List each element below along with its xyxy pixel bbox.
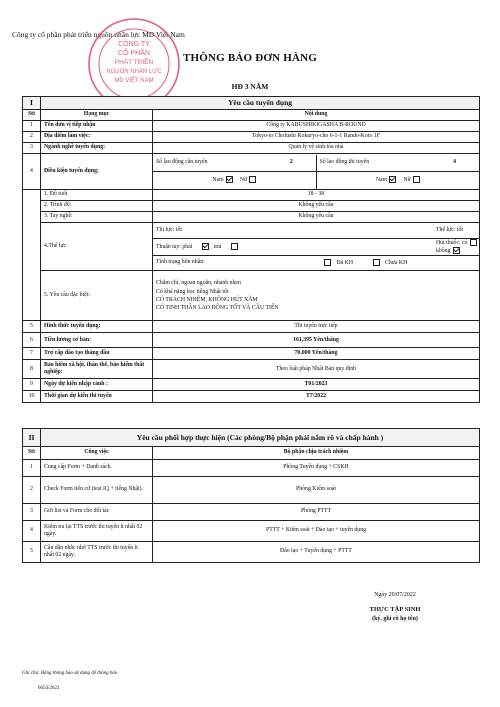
row-stt: 2 bbox=[23, 132, 41, 143]
skill-value: Không yêu cầu bbox=[153, 212, 480, 223]
row-value: Thi tuyển trực tiếp bbox=[153, 321, 480, 333]
needed-value: 2 bbox=[289, 159, 293, 166]
requirement-line: Có khả năng học tiếng Nhật tốt bbox=[156, 288, 229, 295]
hand-right-label: phải bbox=[182, 243, 193, 250]
married-checkbox[interactable] bbox=[324, 259, 331, 266]
row-label: Ngành nghề tuyển dụng: bbox=[41, 143, 153, 154]
section-title: Yêu cầu phối hợp thực hiện (Các phòng/Bộ phận phải nắm rõ và chấp hành ) bbox=[41, 429, 480, 447]
task-stt: 2 bbox=[23, 477, 41, 504]
smoke-no-label: không bbox=[436, 247, 451, 254]
physical-label: 4.Thể lực bbox=[41, 223, 153, 271]
row-label: Ngày dự kiến nhập cảnh : bbox=[41, 379, 153, 391]
single-checkbox[interactable] bbox=[373, 259, 380, 266]
task-stt: 1 bbox=[23, 460, 41, 477]
exam-value: 4 bbox=[453, 159, 457, 166]
company-name: Công ty cổ phần phát triển nguồn nhân lực MD Việt Nam bbox=[12, 30, 185, 39]
hand-left-label: trái bbox=[213, 243, 222, 250]
vision-value: tốt bbox=[175, 226, 183, 233]
female-checkbox[interactable] bbox=[249, 176, 256, 183]
section-number: I bbox=[23, 97, 41, 110]
document-title: THÔNG BÁO ĐƠN HÀNG bbox=[182, 52, 318, 64]
task-stt: 4 bbox=[23, 521, 41, 542]
row-value: Công ty KABUSHIKIGASHA B-ROUND bbox=[153, 121, 480, 132]
marital-label: Tình trạng hôn nhân: bbox=[156, 259, 205, 266]
row-stt: 6 bbox=[23, 333, 41, 348]
education-value: Không yêu cầu bbox=[153, 201, 480, 212]
row-value: 70.000 Yên/tháng bbox=[153, 348, 480, 360]
header-task: Công việc bbox=[41, 447, 153, 460]
needed-label: Số lao động cần tuyển bbox=[156, 159, 208, 166]
hand-right-checkbox[interactable] bbox=[202, 243, 209, 250]
female-checkbox[interactable] bbox=[413, 176, 420, 183]
body-value: tốt bbox=[456, 226, 463, 233]
smoke-yes-checkbox[interactable] bbox=[470, 239, 477, 246]
male-checkbox[interactable] bbox=[389, 176, 396, 183]
table-row bbox=[23, 460, 480, 477]
task-description: Gửi list và Form cho đối tác bbox=[41, 504, 153, 521]
signature-title: THỰC TẬP SINH bbox=[369, 606, 421, 613]
vision-label: Thị lực: bbox=[156, 226, 175, 233]
row-stt: 1 bbox=[23, 121, 41, 132]
row-label: Thời gian dự kiến thi tuyển bbox=[41, 391, 153, 403]
age-label: 1. Độ tuổi bbox=[41, 190, 153, 201]
footer-note: Ghi chú: Bảng thông báo sử dụng để thông báo bbox=[22, 671, 118, 676]
row-label: Điều kiện tuyển dụng: bbox=[41, 154, 153, 190]
task-department: Phòng PTTT bbox=[153, 504, 480, 521]
row-stt: 7 bbox=[23, 348, 41, 360]
hand-left-checkbox[interactable] bbox=[231, 243, 238, 250]
row-stt: 8 bbox=[23, 360, 41, 379]
task-description: Cung cấp Form + Danh sách. bbox=[41, 460, 153, 477]
table-row bbox=[23, 477, 480, 504]
section-number: II bbox=[23, 429, 41, 447]
document-code: 6654/2022 bbox=[38, 686, 60, 691]
task-department: Đào tạo + Tuyển dụng + PTTT bbox=[153, 542, 480, 563]
header-stt: Stt bbox=[23, 447, 41, 460]
signature-date: Ngày 20/07/2022 bbox=[374, 592, 416, 598]
recruitment-table bbox=[22, 96, 480, 403]
row-stt: 5 bbox=[23, 321, 41, 333]
svg-text:PHÁT TRIỂN: PHÁT TRIỂN bbox=[114, 59, 154, 66]
table-row bbox=[23, 504, 480, 521]
row-value: 161,395 Yên/tháng bbox=[153, 333, 480, 348]
row-label: Bảo hiểm xã hội, thân thể, bảo hiểm thất nghiệp: bbox=[41, 360, 153, 379]
gender-female-label: Nữ bbox=[403, 177, 411, 184]
exam-label: Số lao động thi tuyển bbox=[316, 155, 430, 172]
svg-text:CỔ PHẦN: CỔ PHẦN bbox=[118, 50, 150, 57]
education-label: 2. Trình độ: bbox=[41, 201, 153, 212]
task-description: Cần dặn nhắc nhở TTS trước thi tuyển ít nhất 02 ngày. bbox=[41, 542, 153, 563]
body-label: Thể lực: bbox=[436, 226, 456, 233]
svg-text:NGUỒN NHÂN LỰC: NGUỒN NHÂN LỰC bbox=[106, 69, 162, 75]
quota-grid bbox=[153, 155, 479, 189]
age-value: 18 - 38 bbox=[153, 190, 480, 201]
smoke-yes-label: có bbox=[462, 239, 468, 246]
row-label: Tên đơn vị tiếp nhận bbox=[41, 121, 153, 132]
male-checkbox[interactable] bbox=[226, 176, 233, 183]
row-value: T01/2023 bbox=[153, 379, 480, 391]
gender-male-label: Nam bbox=[212, 177, 224, 184]
row-label: Trợ cấp đào tạo tháng đầu bbox=[41, 348, 153, 360]
requirement-line: Chăm chỉ, ngoan ngoãn, nhanh nhẹn bbox=[156, 280, 241, 287]
gender-male-label: Nam bbox=[375, 177, 388, 184]
skill-label: 3. Tay nghề: bbox=[41, 212, 153, 223]
physical-grid bbox=[153, 223, 479, 270]
table-row bbox=[23, 542, 480, 563]
row-stt: 4 bbox=[23, 154, 41, 190]
special-requirements-label: 5. Yêu cầu đặc biệt: bbox=[41, 271, 153, 321]
row-value: Tokyo-to Chofushi Kokuryo-cho 6-1-1 Rando-Koto 1F bbox=[153, 132, 480, 143]
task-stt: 3 bbox=[23, 504, 41, 521]
requirement-line: CÓ TRÁCH NHIỆM, KHÔNG HÚT XĂM bbox=[156, 296, 258, 303]
row-label: Tiền lương cơ bản: bbox=[41, 333, 153, 348]
single-label: Chưa KH bbox=[384, 259, 408, 266]
contract-term: HĐ 3 NĂM bbox=[231, 82, 269, 91]
requirement-line: CÓ TINH THẦN LAO ĐỘNG TỐT VÀ CẦU TIẾN bbox=[156, 304, 279, 311]
section-title: Yêu cầu tuyển dụng bbox=[41, 97, 480, 110]
hand-label: Thuận tay: bbox=[156, 243, 181, 250]
signature-subtitle: (ký, ghi rõ họ tên) bbox=[372, 616, 418, 622]
task-department: Phòng Tuyển dụng + CSKH bbox=[153, 460, 480, 477]
coordination-table bbox=[22, 428, 480, 563]
row-stt: 3 bbox=[23, 143, 41, 154]
task-department: Phòng Kiểm soát bbox=[153, 477, 480, 504]
married-label: Đã KH bbox=[336, 259, 354, 266]
header-content: Nội dung bbox=[153, 110, 480, 121]
smoke-label: Hút thuốc: bbox=[436, 239, 461, 246]
row-stt: 10 bbox=[23, 391, 41, 403]
header-department: Bộ phận chịu trách nhiệm bbox=[153, 447, 480, 460]
header-stt: Stt bbox=[23, 110, 41, 121]
row-value: T7/2022 bbox=[153, 391, 480, 403]
svg-text:MD VIỆT NAM: MD VIỆT NAM bbox=[114, 78, 154, 84]
row-value: Quản lý vệ sinh tòa nhà bbox=[153, 143, 480, 154]
row-label: Hình thức tuyển dụng: bbox=[41, 321, 153, 333]
task-description: Check Form tiến cử (test IQ + tiếng Nhật). bbox=[41, 477, 153, 504]
task-stt: 5 bbox=[23, 542, 41, 563]
gender-female-label: Nữ bbox=[239, 177, 248, 184]
row-value: Theo luật pháp Nhật Bản quy định bbox=[153, 360, 480, 379]
row-stt: 9 bbox=[23, 379, 41, 391]
task-description: Kiểm tra lại TTS trước thi tuyển ít nhất 02 ngày. bbox=[41, 521, 153, 542]
svg-text:CÔNG TY: CÔNG TY bbox=[118, 41, 150, 48]
header-item: Hạng mục bbox=[41, 110, 153, 121]
row-label: Địa điểm làm việc: bbox=[41, 132, 153, 143]
task-department: PTTT + Kiểm soát + Đào tạo + tuyển dụng bbox=[153, 521, 480, 542]
smoke-no-checkbox[interactable] bbox=[453, 247, 460, 254]
table-row bbox=[23, 521, 480, 542]
